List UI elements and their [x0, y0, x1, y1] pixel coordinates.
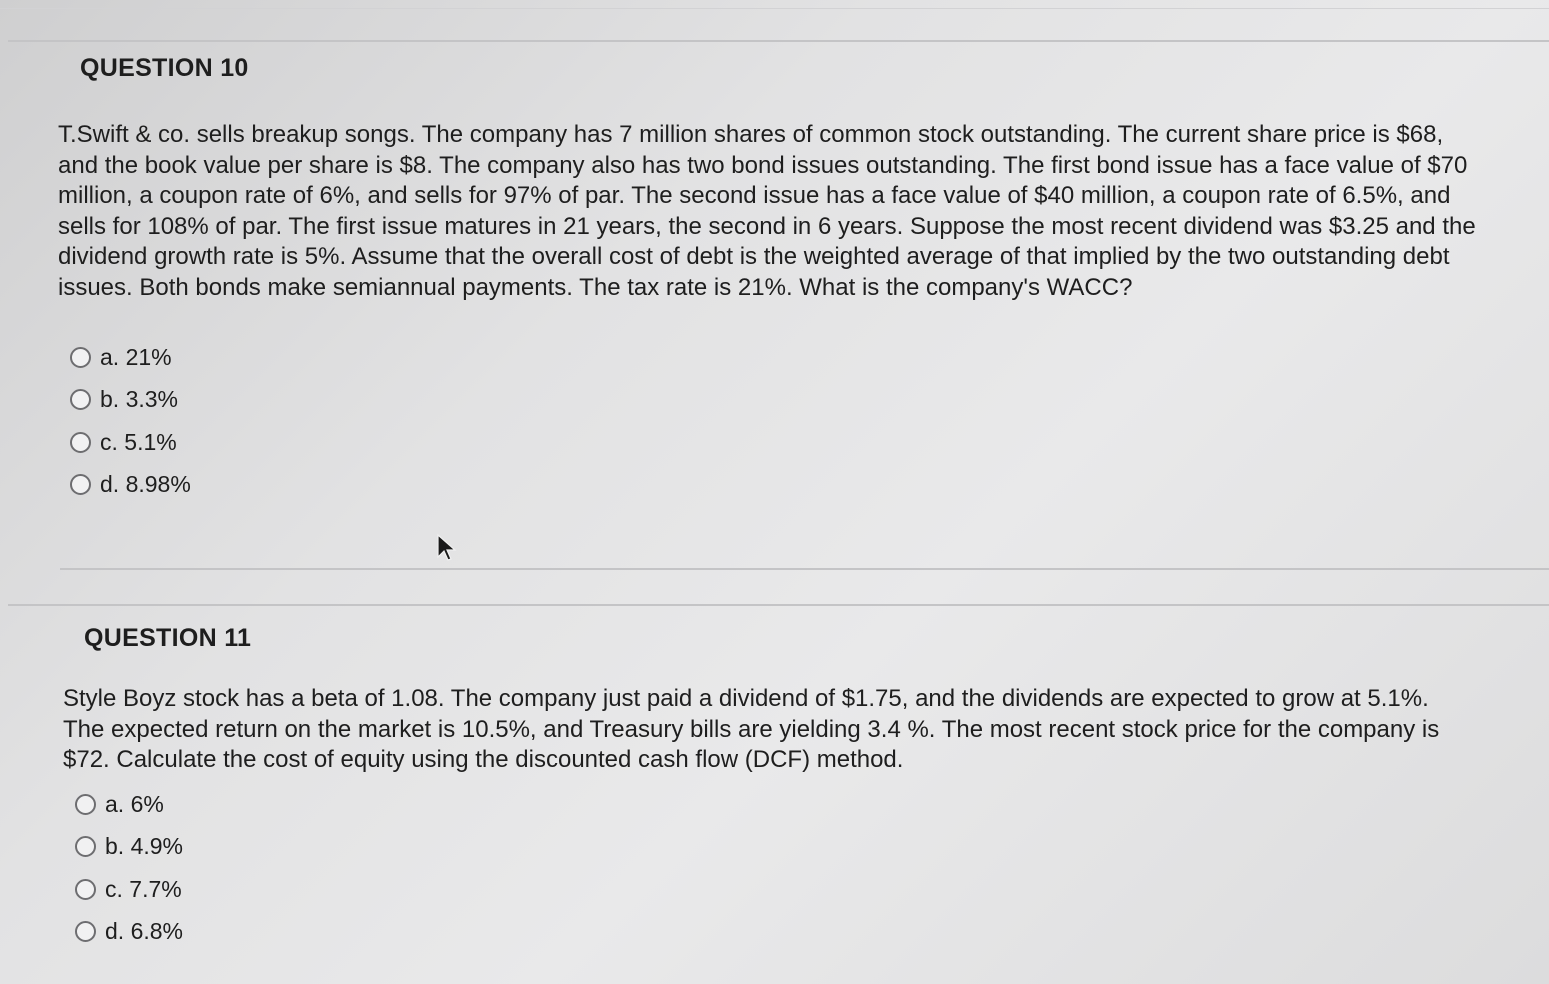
- option-label: d. 6.8%: [105, 918, 183, 945]
- question-11-option-a[interactable]: [75, 783, 183, 826]
- radio-button-icon[interactable]: [75, 836, 96, 857]
- question-10-option-d[interactable]: [70, 464, 191, 507]
- option-label: a. 6%: [105, 790, 164, 817]
- question-10-option-a[interactable]: [70, 336, 191, 379]
- mouse-pointer-icon: [436, 533, 458, 563]
- question-10-option-b[interactable]: [70, 379, 191, 422]
- question-10-options: [70, 336, 191, 506]
- option-label: d. 8.98%: [100, 471, 191, 498]
- option-label: b. 4.9%: [105, 833, 183, 860]
- option-label: c. 7.7%: [105, 875, 182, 902]
- option-label: a. 21%: [100, 343, 172, 370]
- radio-button-icon[interactable]: [70, 432, 91, 453]
- question-11-option-d[interactable]: [75, 911, 183, 954]
- question-11-option-c[interactable]: [75, 868, 183, 911]
- radio-button-icon[interactable]: [70, 389, 91, 410]
- radio-button-icon[interactable]: [75, 921, 96, 942]
- radio-button-icon[interactable]: [75, 879, 96, 900]
- question-10-option-c[interactable]: [70, 421, 191, 464]
- question-11-text: Style Boyz stock has a beta of 1.08. The company just paid a dividend of $1.75, and the dividends are expected to grow at 5.1%. The expected return on the market is 10.5%, and Treasury bills are yielding 3.4 %. The most recent stock price for the company is $72. Calculate the cost of equity using the discounted cash flow (DCF) method.: [63, 685, 1440, 773]
- question-11: [0, 604, 1549, 984]
- option-label: b. 3.3%: [100, 386, 178, 413]
- radio-button-icon[interactable]: [70, 347, 91, 368]
- question-11-title: QUESTION 11: [84, 624, 252, 652]
- option-label: c. 5.1%: [100, 428, 177, 455]
- question-10-title: QUESTION 10: [80, 54, 249, 82]
- question-10-text: T.Swift & co. sells breakup songs. The company has 7 million shares of common stock outstanding. The current share price is $68, and the book value per share is $8. The company also has two bond issues outstanding. The first bond issue has a face value of $70 million, a coupon rate of 6%, and sells for 97% of par. The second issue has a face value of $40 million, a coupon rate of 6.5%, and sells for 108% of par. The first issue matures in 21 years, the second in 6 years. Suppose the most recent dividend was $3.25 and the dividend growth rate is 5%. Assume that the overall cost of debt is the weighted average of that implied by the two outstanding debt issues. Both bonds make semiannual payments. The tax rate is 21%. What is the company's WACC?: [58, 121, 1476, 301]
- question-10-bottom-divider: [60, 568, 1549, 570]
- question-11-option-b[interactable]: [75, 826, 183, 869]
- question-11-options: [75, 783, 183, 953]
- radio-button-icon[interactable]: [75, 794, 96, 815]
- radio-button-icon[interactable]: [70, 474, 91, 495]
